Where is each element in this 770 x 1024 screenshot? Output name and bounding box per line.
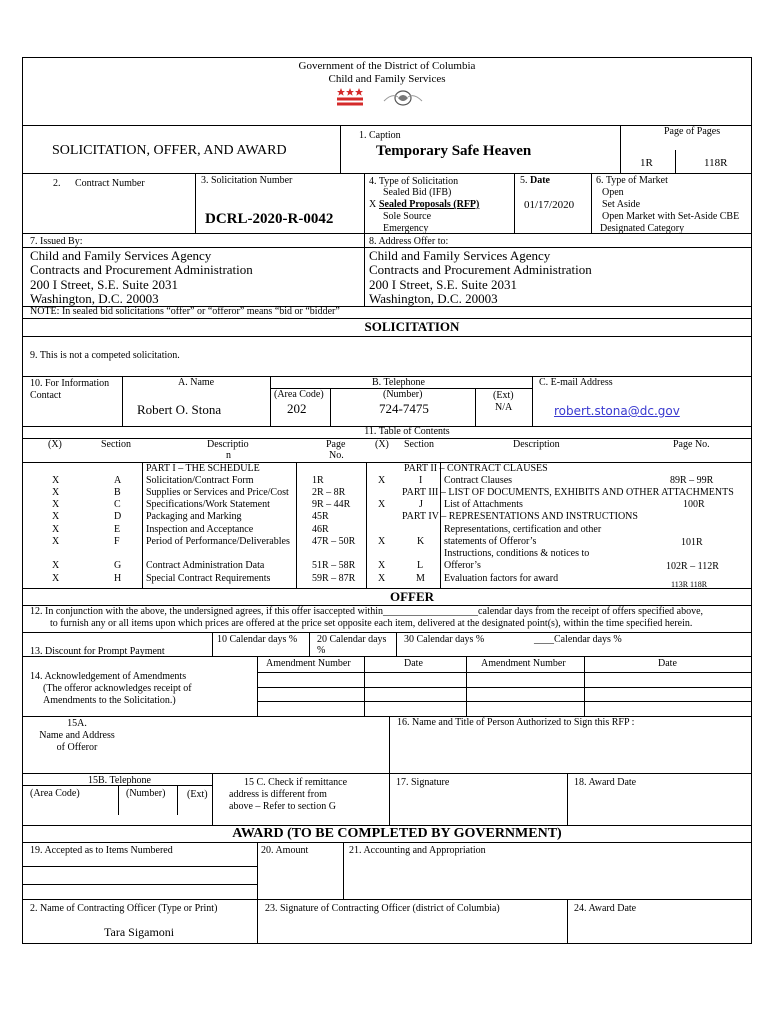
toc-l-desc1: Instructions, conditions & notices to — [444, 548, 590, 559]
rfp-x-mark: X — [369, 199, 377, 210]
item-22: 2. Name of Contracting Officer (Type or Print) — [30, 903, 218, 914]
toc-row-section: A — [114, 475, 122, 486]
toc-i-desc: Contract Clauses — [444, 475, 513, 486]
emergency: Emergency — [383, 223, 429, 234]
total-pages: 118R — [704, 157, 728, 169]
amend-date-2: Date — [658, 658, 677, 669]
toc-m-page: 113R 118R — [671, 580, 708, 589]
toc-h-page2: Page No. — [673, 439, 710, 450]
toc-part3: PART III – LIST OF DOCUMENTS, EXHIBITS AND OTHER ATTACHMENTS — [402, 487, 734, 498]
item-15b-number: (Number) — [126, 788, 166, 799]
toc-l-sec: L — [417, 560, 424, 571]
toc-k-sec: K — [417, 536, 425, 547]
item-24: 24. Award Date — [574, 903, 637, 914]
discount-20-b: % — [317, 645, 326, 656]
contract-number-num: 2. — [53, 178, 61, 189]
market-designated: Designated Category — [600, 223, 685, 234]
sealed-bid-ifb: Sealed Bid (IFB) — [383, 187, 452, 198]
address-offer-line-1: Child and Family Services Agency — [369, 248, 551, 263]
market-open-cbe: Open Market with Set-Aside CBE — [602, 211, 740, 222]
toc-row-section: D — [114, 511, 122, 522]
toc-row-section: B — [114, 487, 121, 498]
info-email-link[interactable]: robert.stona@dc.gov — [554, 404, 680, 418]
toc-row-desc: Solicitation/Contract Form — [146, 475, 254, 486]
discount-30: 30 Calendar days % — [404, 634, 485, 645]
toc-i-sec: I — [419, 475, 423, 486]
item-19: 19. Accepted as to Items Numbered — [30, 845, 173, 856]
toc-h-x: (X) — [48, 439, 62, 450]
info-ext: N/A — [495, 402, 513, 413]
toc-row-x: X — [52, 511, 60, 522]
toc-h-section: Section — [101, 439, 131, 450]
address-offer-label: 8. Address Offer to: — [369, 236, 449, 247]
dc-flag-logo — [336, 87, 364, 107]
toc-row-desc: Special Contract Requirements — [146, 573, 271, 584]
info-tel-label: B. Telephone — [372, 377, 425, 388]
toc-row-x: X — [52, 524, 60, 535]
form-title: SOLICITATION, OFFER, AND AWARD — [52, 143, 287, 158]
offer-heading: OFFER — [389, 589, 435, 604]
item-15a-a: 15A. — [67, 718, 87, 729]
toc-row-x: X — [52, 573, 60, 584]
toc-part4: PART IV – REPRESENTATIONS AND INSTRUCTIONS — [402, 511, 638, 522]
toc-row-page: 46R — [312, 524, 329, 535]
note: NOTE: In sealed bid solicitations “offer” or “offeror” means “bid or “bidder” — [30, 306, 340, 317]
toc-k-x: X — [378, 536, 386, 547]
toc-row-page: 45R — [312, 511, 329, 522]
toc-row-section: F — [114, 536, 120, 547]
item-14-b: (The offeror acknowledges receipt of — [43, 683, 192, 694]
toc-row-section: G — [114, 560, 122, 571]
toc-row-desc: Period of Performance/Deliverables — [146, 536, 290, 547]
toc-l-x: X — [378, 560, 386, 571]
contracting-officer-name: Tara Sigamoni — [104, 925, 175, 939]
type-of-market-label: 6. Type of Market — [596, 175, 668, 186]
issued-by-line-3: 200 I Street, S.E. Suite 2031 — [30, 277, 179, 292]
page-number: 1R — [640, 157, 653, 169]
cfsa-seal-logo — [382, 87, 424, 109]
toc-h-page-b: No. — [329, 450, 344, 461]
toc-row-x: X — [52, 560, 60, 571]
agency-title: Child and Family Services — [328, 73, 446, 85]
toc-row-page: 59R – 87R — [312, 573, 356, 584]
solicitation-number: DCRL-2020-R-0042 — [205, 211, 334, 227]
item-15b-area: (Area Code) — [30, 788, 80, 799]
sealed-proposals-rfp: Sealed Proposals (RFP) — [379, 199, 480, 210]
item-15c-c: above – Refer to section G — [229, 801, 336, 812]
toc-title: 11. Table of Contents — [364, 426, 450, 437]
amend-date-1: Date — [404, 658, 423, 669]
toc-m-x: X — [378, 573, 386, 584]
info-number-label: (Number) — [383, 389, 423, 400]
info-area-label: (Area Code) — [274, 389, 324, 400]
toc-k-page: 101R — [681, 537, 703, 548]
item-17: 17. Signature — [396, 777, 450, 788]
toc-m-desc: Evaluation factors for award — [444, 573, 559, 584]
toc-row-desc: Inspection and Acceptance — [146, 524, 254, 535]
toc-part1: PART I – THE SCHEDULE — [146, 463, 260, 474]
toc-row-page: 51R – 58R — [312, 560, 356, 571]
toc-h-desc-b: n — [226, 450, 231, 461]
item-23: 23. Signature of Contracting Officer (district of Columbia) — [265, 903, 500, 914]
solicitation-heading: SOLICITATION — [364, 319, 460, 334]
toc-h-desc-a: Descriptio — [207, 439, 249, 450]
toc-row-desc: Packaging and Marking — [146, 511, 242, 522]
caption-value: Temporary Safe Heaven — [376, 143, 532, 159]
toc-row-x: X — [52, 475, 60, 486]
item-9: 9. This is not a competed solicitation. — [30, 350, 180, 361]
solicitation-number-label: 3. Solicitation Number — [201, 175, 293, 186]
item-16: 16. Name and Title of Person Authorized to Sign this RFP : — [397, 717, 635, 728]
page-of-pages-label: Page of Pages — [664, 126, 721, 137]
contract-number-label: Contract Number — [75, 178, 145, 189]
toc-row-x: X — [52, 536, 60, 547]
gov-title: Government of the District of Columbia — [298, 60, 476, 72]
issued-by-line-2: Contracts and Procurement Administration — [30, 262, 253, 277]
info-label-1: 10. For Information — [30, 378, 110, 389]
date-label: Date — [530, 175, 550, 186]
toc-row-desc: Supplies or Services and Price/Cost — [146, 487, 289, 498]
toc-k-desc2: statements of Offeror’s — [444, 536, 537, 547]
toc-row-desc: Contract Administration Data — [146, 560, 265, 571]
item-15a-b: Name and Address — [39, 730, 115, 741]
issued-by-line-4: Washington, D.C. 20003 — [30, 291, 159, 306]
info-label-2: Contact — [30, 390, 62, 401]
toc-i-page: 89R – 99R — [670, 475, 714, 486]
date-value: 01/17/2020 — [524, 199, 575, 211]
item-15c-a: 15 C. Check if remittance — [244, 777, 348, 788]
toc-row-x: X — [52, 499, 60, 510]
toc-row-page: 1R — [312, 475, 324, 486]
toc-row-page: 2R – 8R — [312, 487, 346, 498]
item-14-a: 14. Acknowledgement of Amendments — [30, 671, 187, 682]
item-21: 21. Accounting and Appropriation — [349, 845, 486, 856]
info-name: Robert O. Stona — [137, 402, 222, 417]
discount-20-a: 20 Calendar days — [317, 634, 387, 645]
toc-h-x2: (X) — [375, 439, 389, 450]
item-12-b: to furnish any or all items upon which prices are offered at the price set opposite each item, delivered at the designated point(s), within the time specified herein. — [50, 618, 693, 629]
discount-10: 10 Calendar days % — [217, 634, 298, 645]
toc-m-sec: M — [416, 573, 425, 584]
award-heading: AWARD (TO BE COMPLETED BY GOVERNMENT) — [232, 826, 562, 841]
toc-row-page: 47R – 50R — [312, 536, 356, 547]
toc-h-page-a: Page — [326, 439, 346, 450]
toc-j-desc: List of Attachments — [444, 499, 523, 510]
toc-row-desc: Specifications/Work Statement — [146, 499, 270, 510]
market-set-aside: Set Aside — [602, 199, 641, 210]
market-open: Open — [602, 187, 624, 198]
item-15b: 15B. Telephone — [88, 775, 151, 786]
toc-l-page: 102R – 112R — [666, 561, 719, 572]
discount-cal: ____Calendar days % — [534, 634, 622, 645]
item-18: 18. Award Date — [574, 777, 637, 788]
address-offer-line-4: Washington, D.C. 20003 — [369, 291, 498, 306]
item-14-c: Amendments to the Solicitation.) — [43, 695, 176, 706]
amend-number-2: Amendment Number — [481, 658, 566, 669]
toc-k-desc1: Representations, certification and other — [444, 524, 602, 535]
info-name-label: A. Name — [178, 377, 215, 388]
caption-label: 1. Caption — [359, 130, 401, 141]
toc-row-section: H — [114, 573, 122, 584]
item-13: 13. Discount for Prompt Payment — [30, 646, 165, 657]
amend-number-1: Amendment Number — [266, 658, 351, 669]
toc-row-section: E — [114, 524, 121, 535]
issued-by-line-1: Child and Family Services Agency — [30, 248, 212, 263]
toc-row-page: 9R – 44R — [312, 499, 351, 510]
sole-source: Sole Source — [383, 211, 432, 222]
toc-j-x: X — [378, 499, 386, 510]
info-number: 724-7475 — [379, 401, 429, 416]
info-area: 202 — [287, 401, 307, 416]
item-15c-b: address is different from — [229, 789, 327, 800]
toc-i-x: X — [378, 475, 386, 486]
issued-by-label: 7. Issued By: — [30, 236, 83, 247]
toc-j-page: 100R — [683, 499, 705, 510]
toc-row-section: C — [114, 499, 121, 510]
toc-part2: PART II – CONTRACT CLAUSES — [404, 463, 548, 474]
toc-row-x: X — [52, 487, 60, 498]
info-ext-label: (Ext) — [493, 390, 514, 401]
toc-h-desc2: Description — [513, 439, 560, 450]
toc-l-desc2: Offeror’s — [444, 560, 481, 571]
toc-j-sec: J — [419, 499, 423, 510]
date-num: 5. — [520, 175, 528, 186]
item-15b-ext: (Ext) — [187, 789, 208, 800]
item-12-a: 12. In conjunction with the above, the undersigned agrees, if this offer isaccepted within___________________calendar days from the receipt of offers specified above, — [30, 606, 704, 617]
address-offer-line-2: Contracts and Procurement Administration — [369, 262, 592, 277]
toc-h-section2: Section — [404, 439, 434, 450]
item-20: 20. Amount — [261, 845, 309, 856]
info-email-label: C. E-mail Address — [539, 377, 613, 388]
type-of-solicitation-label: 4. Type of Solicitation — [369, 176, 459, 187]
item-15a-c: of Offeror — [56, 742, 98, 753]
address-offer-line-3: 200 I Street, S.E. Suite 2031 — [369, 277, 518, 292]
